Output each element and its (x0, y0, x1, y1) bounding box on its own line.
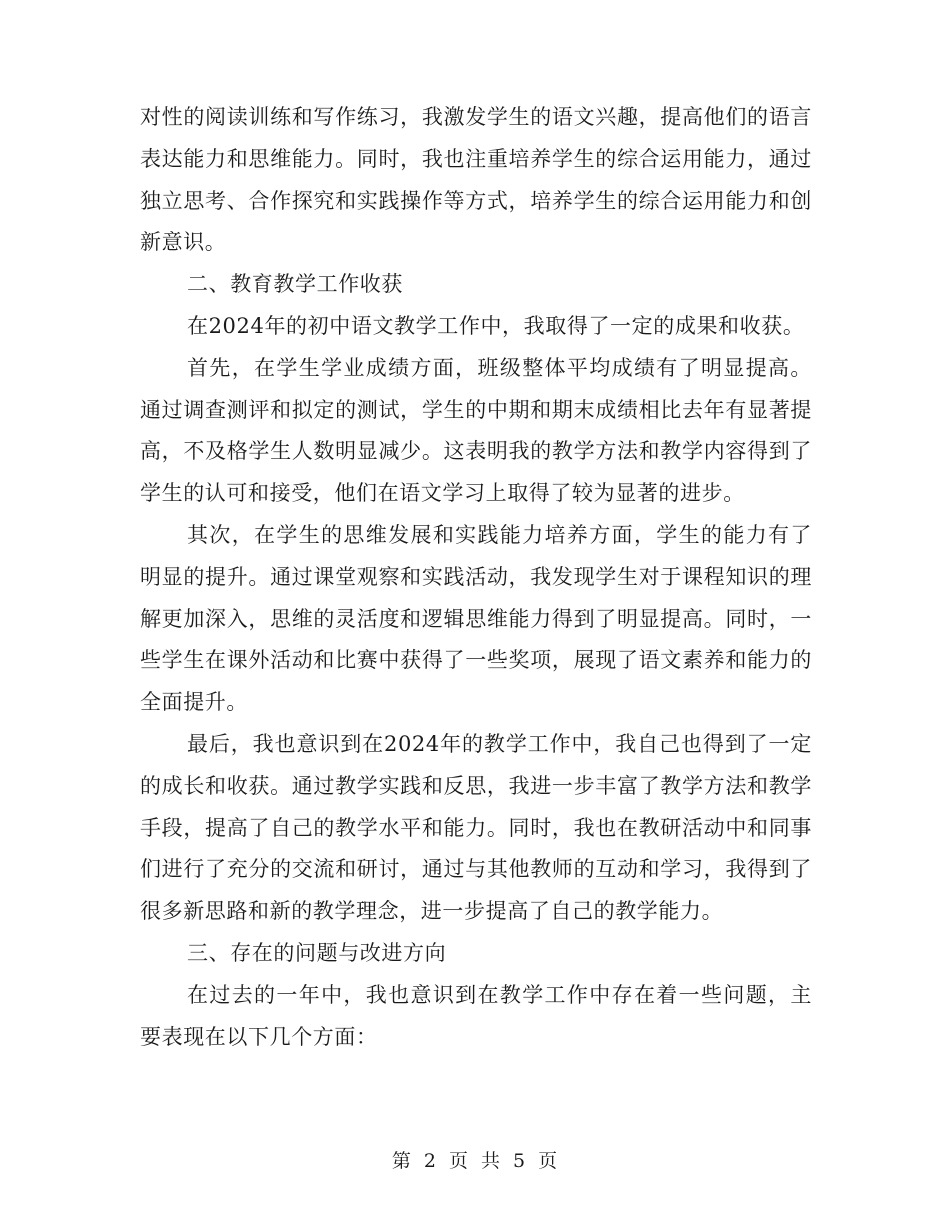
paragraph-gains-intro: 在2024年的初中语文教学工作中，我取得了一定的成果和收获。 (187, 313, 805, 338)
paragraph-gains-last: 最后，我也意识到在2024年的教学工作中，我自己也得到了一定的成长和收获。通过教学实践和反思，我进一步丰富了教学方法和教学手段，提高了自己的教学水平和能力。同时，我也在教研活动中和同事们进行了充分的交流和研讨，通过与其他教师的互动和学习，我得到了很多新思路和新的教学理念，进一步提高了自己的教学能力。 (140, 731, 812, 924)
paragraph-gains-first: 首先，在学生学业成绩方面，班级整体平均成绩有了明显提高。通过调查测评和拟定的测试，学生的中期和期末成绩相比去年有显著提高，不及格学生人数明显减少。这表明我的教学方法和教学内容得到了学生的认可和接受，他们在语文学习上取得了较为显著的进步。 (140, 355, 812, 506)
paragraph-gains-second: 其次，在学生的思维发展和实践能力培养方面，学生的能力有了明显的提升。通过课堂观察和实践活动，我发现学生对于课程知识的理解更加深入，思维的灵活度和逻辑思维能力得到了明显提高。同时，一些学生在课外活动和比赛中获得了一些奖项，展现了语文素养和能力的全面提升。 (140, 522, 812, 715)
page-number-footer: 第 2 页 共 5 页 (391, 1150, 559, 1172)
section-heading-problems: 三、存在的问题与改进方向 (187, 940, 447, 965)
page-body (140, 97, 812, 1058)
paragraph-continuation: 对性的阅读训练和写作练习，我激发学生的语文兴趣，提高他们的语言表达能力和思维能力。同时，我也注重培养学生的综合运用能力，通过独立思考、合作探究和实践操作等方式，培养学生的综合运用能力和创新意识。 (140, 105, 812, 255)
section-heading-gains: 二、教育教学工作收获 (187, 272, 403, 297)
paragraph-problems-intro: 在过去的一年中，我也意识到在教学工作中存在着一些问题，主要表现在以下几个方面： (140, 982, 812, 1049)
